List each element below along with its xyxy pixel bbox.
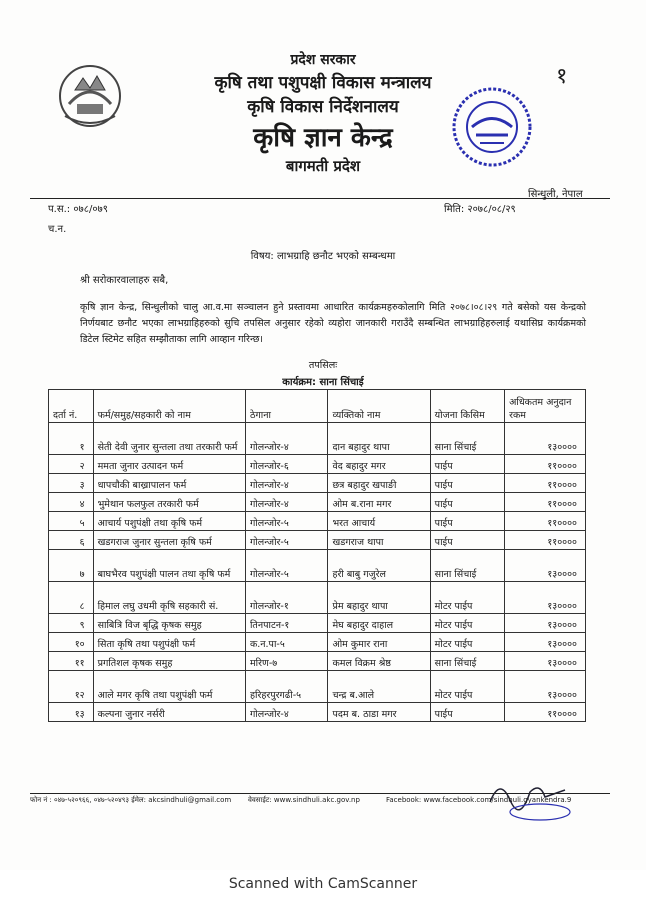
cell-scheme-type: पाईप [430, 531, 504, 550]
cell-scheme-type: पाईप [430, 703, 504, 722]
cell-firm-name: प्रगतिशल कृषक समुह [93, 652, 245, 671]
cell-address: गोलन्जोर-५ [245, 512, 328, 531]
cell-address: क.न.पा-५ [245, 633, 328, 652]
cell-address: गोलन्जोर-४ [245, 703, 328, 722]
cell-person: कमल विक्रम श्रेष्ठ [328, 652, 430, 671]
cell-max-grant: ११०००० [505, 703, 586, 722]
cell-max-grant: ११०००० [505, 455, 586, 474]
table-row [49, 531, 586, 550]
program-title: कार्यक्रम: साना सिंचाई [282, 377, 364, 388]
footer-phone-email: फोन नं : ०४७-५२०९६६, ०४७-५२०४९३ ईमेल: akcsindhuli@gmail.com [30, 796, 232, 804]
cell-person: चन्द्र ब.आले [328, 671, 430, 703]
cell-scheme-type: पाईप [430, 493, 504, 512]
cell-address: गोलन्जोर-६ [245, 455, 328, 474]
cell-reg-no: ११ [49, 652, 94, 671]
footer-divider [30, 793, 610, 794]
cell-person: वेद बहादुर मगर [328, 455, 430, 474]
cell-scheme-type: साना सिंचाई [430, 550, 504, 582]
cell-person: ओम कुमार राना [328, 633, 430, 652]
header-divider [30, 198, 610, 199]
cell-firm-name: आचार्य पशुपंक्षी तथा कृषि फर्म [93, 512, 245, 531]
footer-website: वेवसाईट: www.sindhuli.akc.gov.np [248, 796, 360, 804]
col-header-person: व्यक्तिको नाम [328, 390, 430, 423]
tapsil-label: तपसिलः [308, 360, 338, 371]
office-location: सिन्धुली, नेपाल [528, 189, 583, 200]
cell-scheme-type: मोटर पाईप [430, 633, 504, 652]
cell-person: भरत आचार्य [328, 512, 430, 531]
cell-address: गोलन्जोर-४ [245, 493, 328, 512]
col-header-max-grant: अधिकतम अनुदान रकम [505, 390, 586, 423]
scanner-watermark: Scanned with CamScanner [228, 876, 418, 892]
cell-address: तिनपाटन-१ [245, 614, 328, 633]
cell-firm-name: ममता जुनार उत्पादन फर्म [93, 455, 245, 474]
cell-reg-no: ७ [49, 550, 94, 582]
cell-person: मेघ बहादुर दाहाल [328, 614, 430, 633]
cell-address: मरिण-७ [245, 652, 328, 671]
cell-person: हरी बाबु गजुरेल [328, 550, 430, 582]
cell-address: गोलन्जोर-१ [245, 582, 328, 614]
cell-reg-no: १२ [49, 671, 94, 703]
cell-max-grant: ११०००० [505, 531, 586, 550]
table-row [49, 671, 586, 703]
cell-max-grant: १३०००० [505, 652, 586, 671]
cell-scheme-type: पाईप [430, 512, 504, 531]
cell-max-grant: १३०००० [505, 614, 586, 633]
cell-reg-no: ४ [49, 493, 94, 512]
cell-max-grant: ११०००० [505, 512, 586, 531]
cell-max-grant: १३०००० [505, 582, 586, 614]
col-header-scheme-type: योजना किसिम [430, 390, 504, 423]
cell-firm-name: बाघभैरव पशुपंक्षी पालन तथा कृषि फर्म [93, 550, 245, 582]
cell-address: गोलन्जोर-४ [245, 474, 328, 493]
cell-person: खडगराज थापा [328, 531, 430, 550]
cell-max-grant: १३०००० [505, 550, 586, 582]
table-row [49, 703, 586, 722]
reference-number: प.स.: ०७८/०७९ [48, 204, 108, 215]
col-header-address: ठेगाना [245, 390, 328, 423]
header-ministry: कृषि तथा पशुपक्षी विकास मन्त्रालय [214, 73, 432, 93]
table-row [49, 455, 586, 474]
table-header-row [49, 390, 586, 423]
cell-scheme-type: पाईप [430, 455, 504, 474]
cell-scheme-type: मोटर पाईप [430, 614, 504, 633]
cell-firm-name: भुमेथान फलफुल तरकारी फर्म [93, 493, 245, 512]
footer-facebook: Facebook: www.facebook.com/sindhuli.gyankendra.9 [386, 796, 572, 804]
cell-person: प्रेम बहादुर थापा [328, 582, 430, 614]
cell-scheme-type: मोटर पाईप [430, 671, 504, 703]
cell-max-grant: १३०००० [505, 671, 586, 703]
letter-date: मिति: २०७८/०८/२९ [444, 204, 516, 215]
cell-scheme-type: साना सिंचाई [430, 423, 504, 455]
cell-address: गोलन्जोर-५ [245, 550, 328, 582]
cell-person: छत्र बहादुर खपाङी [328, 474, 430, 493]
table-row [49, 493, 586, 512]
salutation: श्री सरोकारवालाहरु सबै, [80, 275, 169, 286]
letter-body: कृषि ज्ञान केन्द्र, सिन्धुलीको चालु आ.व.मा सञ्चालन हुने प्रस्तावमा आधारित कार्यक्रमहरुकोलागि मिति २०७८।०८।२९ गते बसेको यस केन्द्रको निर्णयबाट छनौट भएका लाभग्राहिहरुको सुचि तपसिल अनुसार रहेको व्यहोरा जानकारी गराउँदै सम्बन्धित लाभग्राहिहरुलाई यथासिघ्र कार्यक्रमको डिटेल स्टिमेट सहित सम्झौताका लागि आव्हान गरिन्छ। [80, 302, 586, 345]
cell-scheme-type: पाईप [430, 474, 504, 493]
cell-firm-name: हिमाल लघु उधमी कृषि सहकारी सं. [93, 582, 245, 614]
cell-reg-no: ५ [49, 512, 94, 531]
cell-reg-no: १ [49, 423, 94, 455]
cell-max-grant: ११०००० [505, 493, 586, 512]
dispatch-number: च.न. [48, 224, 67, 235]
table-row [49, 582, 586, 614]
cell-max-grant: १३०००० [505, 423, 586, 455]
cell-reg-no: ९ [49, 614, 94, 633]
cell-reg-no: २ [49, 455, 94, 474]
cell-person: पदम ब. ठाडा मगर [328, 703, 430, 722]
cell-reg-no: ३ [49, 474, 94, 493]
cell-address: हरिहरपुरगढी-५ [245, 671, 328, 703]
header-directorate: कृषि विकास निर्देशनालय [247, 97, 399, 117]
table-row [49, 550, 586, 582]
cell-scheme-type: मोटर पाईप [430, 582, 504, 614]
table-row [49, 423, 586, 455]
beneficiary-table [48, 389, 586, 722]
cell-scheme-type: साना सिंचाई [430, 652, 504, 671]
table-row [49, 512, 586, 531]
cell-max-grant: १३०००० [505, 633, 586, 652]
cell-firm-name: कल्पना जुनार नर्सरी [93, 703, 245, 722]
cell-firm-name: साबित्रि विज बृद्धि कृषक समुह [93, 614, 245, 633]
header-office-name: कृषि ज्ञान केन्द्र [253, 123, 393, 153]
table-row [49, 474, 586, 493]
cell-address: गोलन्जोर-४ [245, 423, 328, 455]
cell-firm-name: खडगराज जुनार सुन्तला कृषि फर्म [93, 531, 245, 550]
cell-person: ओम ब.राना मगर [328, 493, 430, 512]
cell-reg-no: ६ [49, 531, 94, 550]
table-row [49, 633, 586, 652]
letter-subject: विषय: लाभग्राहि छनौट भएको सम्बन्धमा [250, 251, 396, 262]
table-row [49, 652, 586, 671]
cell-firm-name: सिता कृषि तथा पशुपंक्षी फर्म [93, 633, 245, 652]
cell-firm-name: सेती देवी जुनार सुन्तला तथा तरकारी फर्म [93, 423, 245, 455]
cell-firm-name: आले मगर कृषि तथा पशुपंक्षी फर्म [93, 671, 245, 703]
cell-reg-no: ८ [49, 582, 94, 614]
cell-firm-name: धापचौकी बाख्रापालन फर्म [93, 474, 245, 493]
cell-max-grant: ११०००० [505, 474, 586, 493]
col-header-firm-name: फर्म/समुह/सहकारी को नाम [93, 390, 245, 423]
page-number: १ [556, 64, 568, 89]
cell-reg-no: १० [49, 633, 94, 652]
col-header-reg-no: दर्ता नं. [49, 390, 94, 423]
cell-person: दान बहादुर थापा [328, 423, 430, 455]
cell-address: गोलन्जोर-५ [245, 531, 328, 550]
table-row [49, 614, 586, 633]
cell-reg-no: १३ [49, 703, 94, 722]
header-line-1: प्रदेश सरकार [290, 52, 356, 68]
header-province: बागमती प्रदेश [285, 157, 361, 175]
